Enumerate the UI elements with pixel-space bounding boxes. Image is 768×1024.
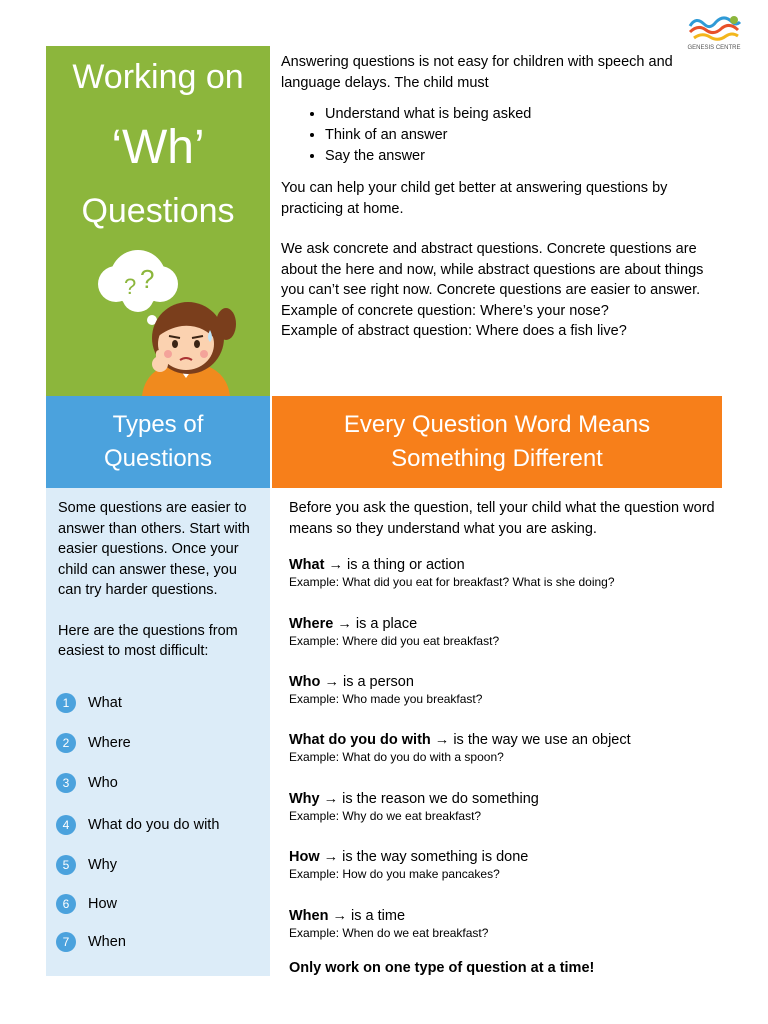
arrow-icon: → [328, 557, 343, 573]
word-entry-what-do-you-do-with [289, 731, 719, 765]
types-paragraph-2: Here are the questions from easiest to most difficult: [58, 622, 238, 659]
types-header-line1: Types of [112, 411, 204, 438]
words-header-line2: Something Different [391, 445, 603, 472]
intro-section [281, 52, 721, 342]
word-entry-why [289, 790, 719, 824]
intro-bullet-list [281, 104, 721, 167]
words-header-line1: Every Question Word Means [343, 411, 651, 438]
title-panel [46, 46, 270, 396]
question-order-label: Who [88, 775, 118, 791]
title-line-questions: Questions [81, 192, 235, 230]
word-meaning: is a thing or action [347, 557, 465, 573]
arrow-icon: → [332, 908, 347, 924]
number-circle-icon: 6 [56, 894, 76, 914]
question-order-item [56, 893, 117, 915]
word-example: Example: Where did you eat breakfast? [289, 634, 500, 648]
title-line-wh: ‘Wh’ [111, 121, 205, 174]
title-line-working-on: Working on [72, 58, 244, 96]
bubble-question-mark-2: ? [140, 264, 155, 294]
question-word-meanings-header [272, 396, 722, 488]
bubble-question-mark-1: ? [124, 274, 137, 299]
arrow-icon: → [323, 791, 339, 807]
question-word: How [289, 849, 320, 865]
question-order-label: When [88, 934, 126, 950]
types-text [58, 498, 262, 662]
question-order-label: Where [88, 735, 131, 751]
arrow-icon: → [323, 849, 339, 865]
question-word: Where [289, 616, 334, 632]
word-entry-who [289, 673, 719, 707]
number-circle-icon: 4 [56, 815, 76, 835]
word-example: Example: When do we eat breakfast? [289, 926, 489, 940]
question-word: What [289, 557, 325, 573]
word-example: Example: What do you do with a spoon? [289, 750, 504, 764]
question-word: What do you do with [289, 732, 431, 748]
arrow-icon: → [324, 674, 339, 690]
question-order-label: Why [88, 857, 117, 873]
question-word-meanings [289, 498, 719, 976]
number-circle-icon: 5 [56, 855, 76, 875]
types-of-questions-header [46, 396, 270, 488]
words-intro: Before you ask the question, tell your child what the question word means so they understand what you are asking. [289, 500, 715, 537]
intro-bullet: • Say the answer [325, 146, 721, 167]
question-order-item [56, 692, 122, 714]
word-example: Example: How do you make pancakes? [289, 867, 500, 881]
word-example: Example: What did you eat for breakfast? What is she doing? [289, 575, 615, 589]
question-order-item [56, 814, 219, 836]
arrow-icon: → [434, 732, 450, 748]
word-example: Example: Why do we eat breakfast? [289, 809, 482, 823]
intro-paragraph-1: Answering questions is not easy for children with speech and language delays. The child must [281, 54, 673, 91]
types-header-line2: Questions [103, 445, 213, 472]
logo-text: GENESIS CENTRE [687, 45, 741, 51]
word-entry-when [289, 907, 719, 941]
intro-paragraph-2: You can help your child get better at answering questions by practicing at home. [281, 180, 668, 217]
number-circle-icon: 1 [56, 693, 76, 713]
word-meaning: is a place [355, 616, 418, 632]
question-order-label: What do you do with [88, 817, 220, 833]
word-meaning: is the way something is done [342, 849, 529, 865]
types-of-questions-panel [46, 488, 270, 976]
question-order-item [56, 772, 118, 794]
question-order-item [56, 931, 126, 953]
question-order-item [56, 854, 117, 876]
intro-bullet: • Think of an answer [325, 125, 721, 146]
word-meaning: is the way we use an object [453, 732, 631, 748]
final-note: Only work on one type of question at a time! [289, 960, 595, 976]
number-circle-icon: 2 [56, 733, 76, 753]
question-order-label: How [88, 896, 118, 912]
word-entry-what [289, 556, 719, 590]
word-meaning: is a time [351, 908, 406, 924]
genesis-centre-logo [686, 12, 742, 52]
number-circle-icon: 7 [56, 932, 76, 952]
arrow-icon: → [337, 616, 352, 632]
word-meaning: is the reason we do something [342, 791, 539, 807]
intro-paragraph-3: We ask concrete and abstract questions. Concrete questions are about the here and now, while abstract questions are about things you can’t see right now. Concrete questions are easier to answer. [281, 241, 704, 298]
word-meaning: is a person [342, 674, 414, 690]
word-entry-how [289, 848, 719, 882]
word-example: Example: Who made you breakfast? [289, 692, 483, 706]
question-word: When [289, 908, 329, 924]
number-circle-icon: 3 [56, 773, 76, 793]
intro-concrete-example: Example of concrete question: Where’s your nose? [281, 302, 609, 319]
intro-abstract-example: Example of abstract question: Where does a fish live? [281, 323, 627, 339]
confused-girl-illustration [76, 246, 246, 396]
question-order-label: What [88, 695, 122, 711]
word-entry-where [289, 615, 719, 649]
intro-bullet: • Understand what is being asked [325, 104, 721, 125]
types-paragraph-1: Some questions are easier to answer than others. Start with easier questions. Once your child can answer these, you can try harder questions. [58, 500, 250, 598]
question-word: Why [289, 791, 320, 807]
question-word: Who [289, 674, 321, 690]
question-order-item [56, 732, 131, 754]
